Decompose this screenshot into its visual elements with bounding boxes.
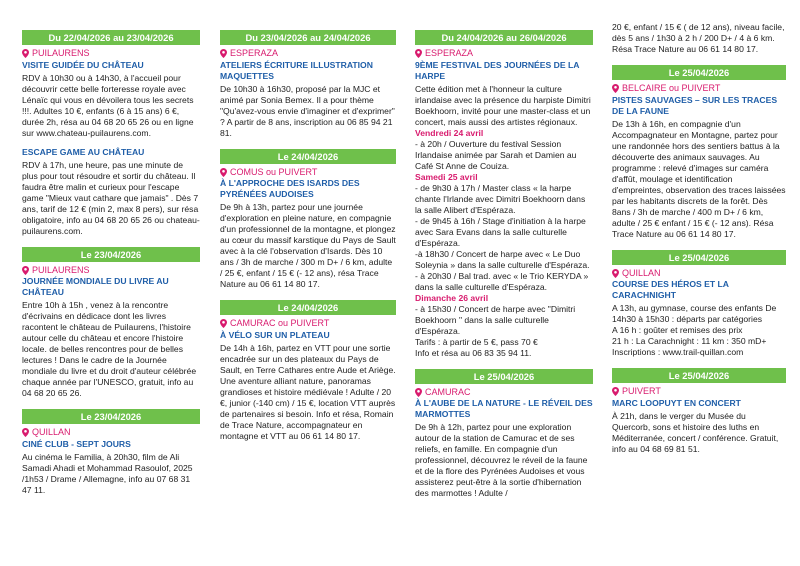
- event-location: [415, 48, 593, 60]
- event-description: A 13h, au gymnase, course des enfants De 14h30 à 15h30 : départs par catégories A 16 h : goûter et remises des prix 21 h : La Carachnight : 11 km : 350 mD+ Inscriptions : www.trail-quillan.com: [612, 303, 777, 358]
- event-description: À 21h, dans le verger du Musée du Quercorb, sons et histoire des luths en Méditerranée, concert / conférence. Gratuit, info au 04 68 69 81 51.: [612, 410, 779, 454]
- event-location: [612, 386, 786, 398]
- event-camurac-marmottes: [415, 369, 593, 500]
- event-date-header: Le 25/04/2026: [415, 369, 593, 384]
- event-description: Cette édition met à l'honneur la culture irlandaise avec la présence du harpiste Dimitri Boekhoorn, invité pour une master-class et un concert, mais aussi des artistes régionaux.: [415, 83, 591, 127]
- event-location-label: COMUS ou PUIVERT: [230, 166, 318, 177]
- event-description-2: RDV à 17h, une heure, pas une minute de plus pour tout résoudre et sortir du château. Il faudra être malin et curieux pour l'escape game "Mieux vaut cathare que jamais" . Dès 7 ans, tarif de 12 € (min 2, max 8 pers), sur résa obligatoire, info au 04 68 20 65 26 ou chateau-puilaurens.com.: [22, 159, 200, 236]
- event-title: MARC LOOPUYT EN CONCERT: [612, 397, 741, 408]
- event-location-label: ESPERAZA: [230, 48, 279, 58]
- event-location: [415, 387, 593, 399]
- event-date-header: Le 24/04/2026: [220, 300, 396, 315]
- column-2: [220, 30, 396, 452]
- event-title: À L'APPROCHE DES ISARDS DES PYRÉNÉES AUDOISES: [220, 178, 360, 200]
- event-location-label: PUILAURENS: [32, 48, 90, 58]
- map-pin-icon: [612, 269, 619, 278]
- event-description: Au cinéma le Familia, à 20h30, film de Ali Samadi Ahadi et Mohammad Rasoulof, 2025 /1h53 / Drame / Allemagne, info au 07 68 31 47 11.: [22, 451, 193, 495]
- event-title: ATELIERS ÉCRITURE ILLUSTRATION MAQUETTES: [220, 59, 373, 81]
- event-puivert-concert: [612, 368, 786, 455]
- event-location-label: CAMURAC ou PUIVERT: [230, 318, 330, 329]
- event-belcaire-pistes: [612, 65, 786, 240]
- event-date-header: Du 22/04/2026 au 23/04/2026: [22, 30, 200, 45]
- event-location: [22, 48, 200, 60]
- event-title: COURSE DES HÉROS ET LA CARACHNIGHT: [612, 279, 729, 301]
- event-description: De 9h à 12h, partez pour une exploration autour de la station de Camurac et de ses reliefs, en famille. En compagnie d'un professionnel, découvrez le réveil de la faune et de la flore des Pyrénées Audoises et vous assisterez peut-être à la sortie d'hibernation des marmottes ! Adulte /: [415, 422, 588, 499]
- event-quillan-cine: [22, 409, 200, 496]
- event-day-heading: Dimanche 26 avril: [415, 292, 489, 303]
- event-location-label: QUILLAN: [622, 267, 661, 278]
- event-esperaza-harpe: [415, 30, 593, 359]
- event-description: De 14h à 16h, partez en VTT pour une sortie encadrée sur un des plateaux du Pays de Sault, en Terre Cathares entre Aude et Ariège. Une aventure alliant nature, panoramas grandioses et histoire médiévale ! Adulte / 20 €, junior (-140 cm) / 15 €, location VTT auprès de partenaires si besoin. Info et résa, Romain de Trace Nature, accompagnateur en montagne et VTT au 06 61 14 80 17.: [220, 342, 396, 441]
- event-comus-isards: [220, 149, 396, 291]
- event-description: Entre 10h à 15h , venez à la rencontre d'écrivains en dédicace dont les livres racontent le château de Puilaurens, l'histoire autour celle du château et encore l'histoire locale. de belles rencontres pour de belles lectures ! Dans le cadre de la Journée mondiale du livre et du droit d'auteur célébrée chaque année par l'UNESCO, gratuit, info au 04 68 20 65 26.: [22, 300, 197, 399]
- event-description: De 9h à 13h, partez pour une journée d'exploration en pleine nature, en compagnie d'un professionnel de la montagne, et plongez au cœur du massif karstique du Pays de Sault avec à la clé l'observation d'Isards. Dès 10 ans / 3h de marche / 300 m D+ / 6 km, adulte / 25 €, enfant / 15 € (- 12 ans), résa Trace Nature au 06 61 14 80 17.: [220, 202, 396, 290]
- event-day-heading: Vendredi 24 avril: [415, 127, 484, 138]
- column-1: [22, 30, 200, 506]
- map-pin-icon: [220, 319, 227, 328]
- event-description: RDV à 10h30 ou à 14h30, à l'accueil pour découvrir cette belle forteresse royale avec Lénaïc qui vous en dévoilera tous les secrets !!!. Adultes 10 €, enfants (6 à 15 ans) 6 €, durée 2h, résa au 04 68 20 65 26 ou en ligne sur www.chateau-puilaurens.com.: [22, 72, 194, 138]
- event-title-2: ESCAPE GAME AU CHÂTEAU: [22, 146, 145, 157]
- event-title: VISITE GUIDÉE DU CHÂTEAU: [22, 59, 144, 70]
- event-title: À L'AUBE DE LA NATURE - LE RÉVEIL DES MARMOTTES: [415, 398, 593, 420]
- event-date-header: Du 23/04/2026 au 24/04/2026: [220, 30, 396, 45]
- event-date-header: Du 24/04/2026 au 26/04/2026: [415, 30, 593, 45]
- event-location: [220, 48, 396, 60]
- event-puilaurens-visite: [22, 30, 200, 237]
- map-pin-icon: [612, 84, 619, 93]
- event-date-header: Le 23/04/2026: [22, 247, 200, 262]
- event-date-header: Le 25/04/2026: [612, 250, 786, 265]
- map-pin-icon: [22, 428, 29, 437]
- event-day-details: - à 20h / Ouverture du festival Session Irlandaise animée par Sarah et Damien au Café St Anne de Couiza.: [415, 138, 577, 171]
- event-camurac-velo: [220, 300, 396, 442]
- event-location: [612, 268, 786, 280]
- event-date-header: Le 24/04/2026: [220, 149, 396, 164]
- map-pin-icon: [220, 49, 227, 58]
- event-description-continued: 20 €, enfant / 15 € ( de 12 ans), niveau facile, dès 5 ans / 1h30 à 2 h / 200 D+ / 4 à 6 km. Résa Trace Nature au 06 61 14 80 17.: [612, 22, 785, 54]
- map-pin-icon: [22, 266, 29, 275]
- event-day-details: - à 15h30 / Concert de harpe avec "Dimitri Boekhoorn " dans la salle culturelle d'Espéraza. Tarifs : à partir de 5 €, pass 70 € Info et résa au 06 83 35 94 11.: [415, 303, 576, 358]
- event-title: 9ÈME FESTIVAL DES JOURNÉES DE LA HARPE: [415, 59, 580, 81]
- event-location-label: BELCAIRE ou PUIVERT: [622, 83, 721, 93]
- event-title: À VÉLO SUR UN PLATEAU: [220, 329, 330, 340]
- column-3: [415, 30, 593, 509]
- map-pin-icon: [415, 388, 422, 397]
- event-location: [22, 265, 200, 277]
- event-day-heading: Samedi 25 avril: [415, 171, 478, 182]
- map-pin-icon: [22, 49, 29, 58]
- event-day-details: - de 9h30 à 17h / Master class « la harpe chante l'Irlande avec Dimitri Boekhoorn dans la salle Alibert d'Espéraza. - de 9h45 à 16h / Stage d'initiation à la harpe avec Sara Evans dans la salle culturelle d'Espéraza. -à 18h30 / Concert de harpe avec « Le Duo Soleynia » dans la salle culturelle d'Espéraza. - à 20h30 / Bal trad. avec « le Trio KERYDA » dans la salle culturelle d'Espéraza.: [415, 182, 590, 292]
- event-description: De 13h à 16h, en compagnie d'un Accompagnateur en Montagne, partez pour une randonnée hors des sentiers battus à la découverte des animaux sauvages. Au programme : relevé d'images sur caméra d'affût, moulage et identification d'empreintes, observation des traces laissées par les habitants discrets de la forêt. Dès 8ans / 3h de marche / 400 m D+ / 6 km, adulte / 25 € enfant / 15 € (- 12 ans). Résa Trace Nature au 06 61 14 80 17.: [612, 118, 786, 239]
- event-location-label: QUILLAN: [32, 427, 71, 438]
- event-location: [220, 167, 396, 179]
- event-date-header: Le 25/04/2026: [612, 368, 786, 383]
- event-title: JOURNÉE MONDIALE DU LIVRE AU CHÂTEAU: [22, 276, 169, 298]
- map-pin-icon: [612, 387, 619, 396]
- column-4: [612, 22, 786, 465]
- map-pin-icon: [415, 49, 422, 58]
- event-location: [220, 318, 396, 330]
- event-location: [612, 83, 786, 95]
- event-location-label: PUILAURENS: [32, 264, 90, 275]
- event-continuation: [612, 22, 786, 55]
- event-esperaza-ateliers: [220, 30, 396, 139]
- event-location-label: ESPERAZA: [425, 48, 474, 58]
- event-title: CINÉ CLUB - SEPT JOURS: [22, 438, 131, 449]
- event-description: De 10h30 à 16h30, proposé par la MJC et animé par Sonia Bemex. Il a pour thème "Qu'avez-vous envie d'imaginer et d'exprimer" ? A partir de 8 ans, inscription au 06 85 94 21 81.: [220, 83, 395, 138]
- event-puilaurens-livre: [22, 247, 200, 400]
- event-date-header: Le 23/04/2026: [22, 409, 200, 424]
- event-location: [22, 427, 200, 439]
- event-location-label: CAMURAC: [425, 386, 471, 397]
- event-date-header: Le 25/04/2026: [612, 65, 786, 80]
- map-pin-icon: [220, 168, 227, 177]
- event-title: PISTES SAUVAGES – SUR LES TRACES DE LA FAUNE: [612, 94, 778, 116]
- event-quillan-course: [612, 250, 786, 359]
- event-location-label: PUIVERT: [622, 386, 661, 397]
